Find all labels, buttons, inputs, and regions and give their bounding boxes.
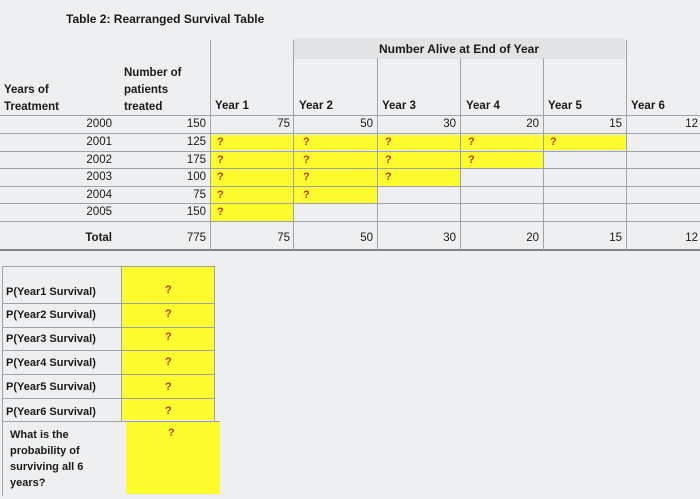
group-header: Number Alive at End of Year bbox=[293, 38, 625, 59]
row-year-2000: 2000 bbox=[86, 118, 112, 130]
highlight-row-2001 bbox=[210, 135, 626, 150]
grid-line bbox=[543, 58, 544, 250]
cell-2002-q3[interactable]: ? bbox=[385, 154, 392, 166]
header-number-treated: Number of patients treated bbox=[124, 67, 182, 113]
treated-2000: 150 bbox=[186, 118, 206, 130]
prob-value-year4[interactable]: ? bbox=[165, 356, 172, 368]
row-year-2004: 2004 bbox=[86, 189, 112, 201]
grid-line bbox=[377, 58, 378, 250]
grid-line bbox=[2, 350, 214, 351]
total-year-6: 12 bbox=[685, 232, 698, 244]
row-year-2005: 2005 bbox=[86, 206, 112, 218]
row-year-2003: 2003 bbox=[86, 171, 112, 183]
prob-label-year1: P(Year1 Survival) bbox=[6, 286, 96, 298]
grid-line bbox=[2, 327, 214, 328]
cell-2004-q2[interactable]: ? bbox=[303, 189, 310, 201]
treated-2004: 75 bbox=[193, 189, 206, 201]
cell-2000-year-2: 75 bbox=[277, 118, 290, 130]
prob-value-year3[interactable]: ? bbox=[165, 331, 172, 343]
total-year-1: 75 bbox=[277, 232, 290, 244]
grid-line bbox=[0, 168, 700, 169]
grid-line bbox=[2, 398, 214, 399]
question-label: What is the probability of surviving all 6 years? bbox=[10, 429, 84, 489]
total-year-4: 20 bbox=[526, 232, 539, 244]
highlight-row-2004 bbox=[210, 187, 378, 203]
grid-line bbox=[2, 374, 214, 375]
cell-2000-year-3: 50 bbox=[360, 118, 373, 130]
prob-label-year3: P(Year3 Survival) bbox=[6, 333, 96, 345]
cell-2000-year-7: 12 bbox=[685, 118, 698, 130]
treated-2005: 150 bbox=[186, 206, 206, 218]
prob-label-year6: P(Year6 Survival) bbox=[6, 406, 96, 418]
row-year-2001: 2001 bbox=[86, 136, 112, 148]
treated-total: 775 bbox=[186, 232, 206, 244]
cell-2002-q1[interactable]: ? bbox=[217, 154, 224, 166]
cell-2004-q1[interactable]: ? bbox=[217, 189, 224, 201]
cell-2003-q1[interactable]: ? bbox=[217, 171, 224, 183]
grid-line bbox=[210, 40, 211, 250]
cell-2003-q3[interactable]: ? bbox=[385, 171, 392, 183]
total-label: Total bbox=[85, 232, 112, 244]
header-year-4: Year 4 bbox=[466, 100, 500, 112]
prob-label-year2: P(Year2 Survival) bbox=[6, 309, 96, 321]
cell-2001-q3[interactable]: ? bbox=[385, 136, 392, 148]
grid-line bbox=[0, 151, 700, 152]
total-year-5: 15 bbox=[609, 232, 622, 244]
table-title: Table 2: Rearranged Survival Table bbox=[66, 12, 265, 26]
grid-line bbox=[0, 203, 700, 204]
grid-line bbox=[0, 221, 700, 222]
grid-line bbox=[214, 266, 215, 421]
cell-2001-q2[interactable]: ? bbox=[303, 136, 310, 148]
grid-line bbox=[2, 266, 214, 267]
cell-2001-q5[interactable]: ? bbox=[550, 136, 557, 148]
row-year-2002: 2002 bbox=[86, 154, 112, 166]
header-year-3: Year 3 bbox=[382, 100, 416, 112]
grid-line bbox=[2, 421, 220, 422]
prob-value-year1[interactable]: ? bbox=[165, 284, 172, 296]
cell-2000-year-5: 20 bbox=[526, 118, 539, 130]
cell-2005-q1[interactable]: ? bbox=[217, 206, 224, 218]
cell-2000-year-4: 30 bbox=[443, 118, 456, 130]
header-years-of-treatment: Years of Treatment bbox=[4, 84, 59, 113]
cell-2001-q4[interactable]: ? bbox=[468, 136, 475, 148]
cell-2001-q1[interactable]: ? bbox=[217, 136, 224, 148]
prob-value-year2[interactable]: ? bbox=[165, 308, 172, 320]
grid-line bbox=[2, 266, 3, 496]
prob-value-year5[interactable]: ? bbox=[165, 381, 172, 393]
highlight-row-2003 bbox=[210, 169, 460, 186]
header-year-2: Year 2 bbox=[299, 100, 333, 112]
total-year-2: 50 bbox=[360, 232, 373, 244]
grid-line bbox=[0, 115, 700, 116]
header-year-6: Year 6 bbox=[631, 100, 665, 112]
treated-2003: 100 bbox=[186, 171, 206, 183]
cell-2000-year-6: 15 bbox=[609, 118, 622, 130]
question-value[interactable]: ? bbox=[168, 427, 175, 439]
grid-line bbox=[293, 40, 294, 250]
grid-line bbox=[0, 133, 700, 134]
prob-label-year4: P(Year4 Survival) bbox=[6, 357, 96, 369]
grid-line bbox=[626, 40, 627, 250]
prob-label-year5: P(Year5 Survival) bbox=[6, 381, 96, 393]
grid-line bbox=[460, 58, 461, 250]
grid-line bbox=[2, 303, 214, 304]
treated-2001: 125 bbox=[186, 136, 206, 148]
total-year-3: 30 bbox=[443, 232, 456, 244]
cell-2002-q2[interactable]: ? bbox=[303, 154, 310, 166]
header-year-5: Year 5 bbox=[548, 100, 582, 112]
treated-2002: 175 bbox=[186, 154, 206, 166]
grid-line bbox=[0, 249, 700, 251]
prob-value-year6[interactable]: ? bbox=[165, 405, 172, 417]
cell-2002-q4[interactable]: ? bbox=[468, 154, 475, 166]
cell-2003-q2[interactable]: ? bbox=[303, 171, 310, 183]
header-year-1: Year 1 bbox=[215, 100, 249, 112]
grid-line bbox=[0, 186, 700, 187]
